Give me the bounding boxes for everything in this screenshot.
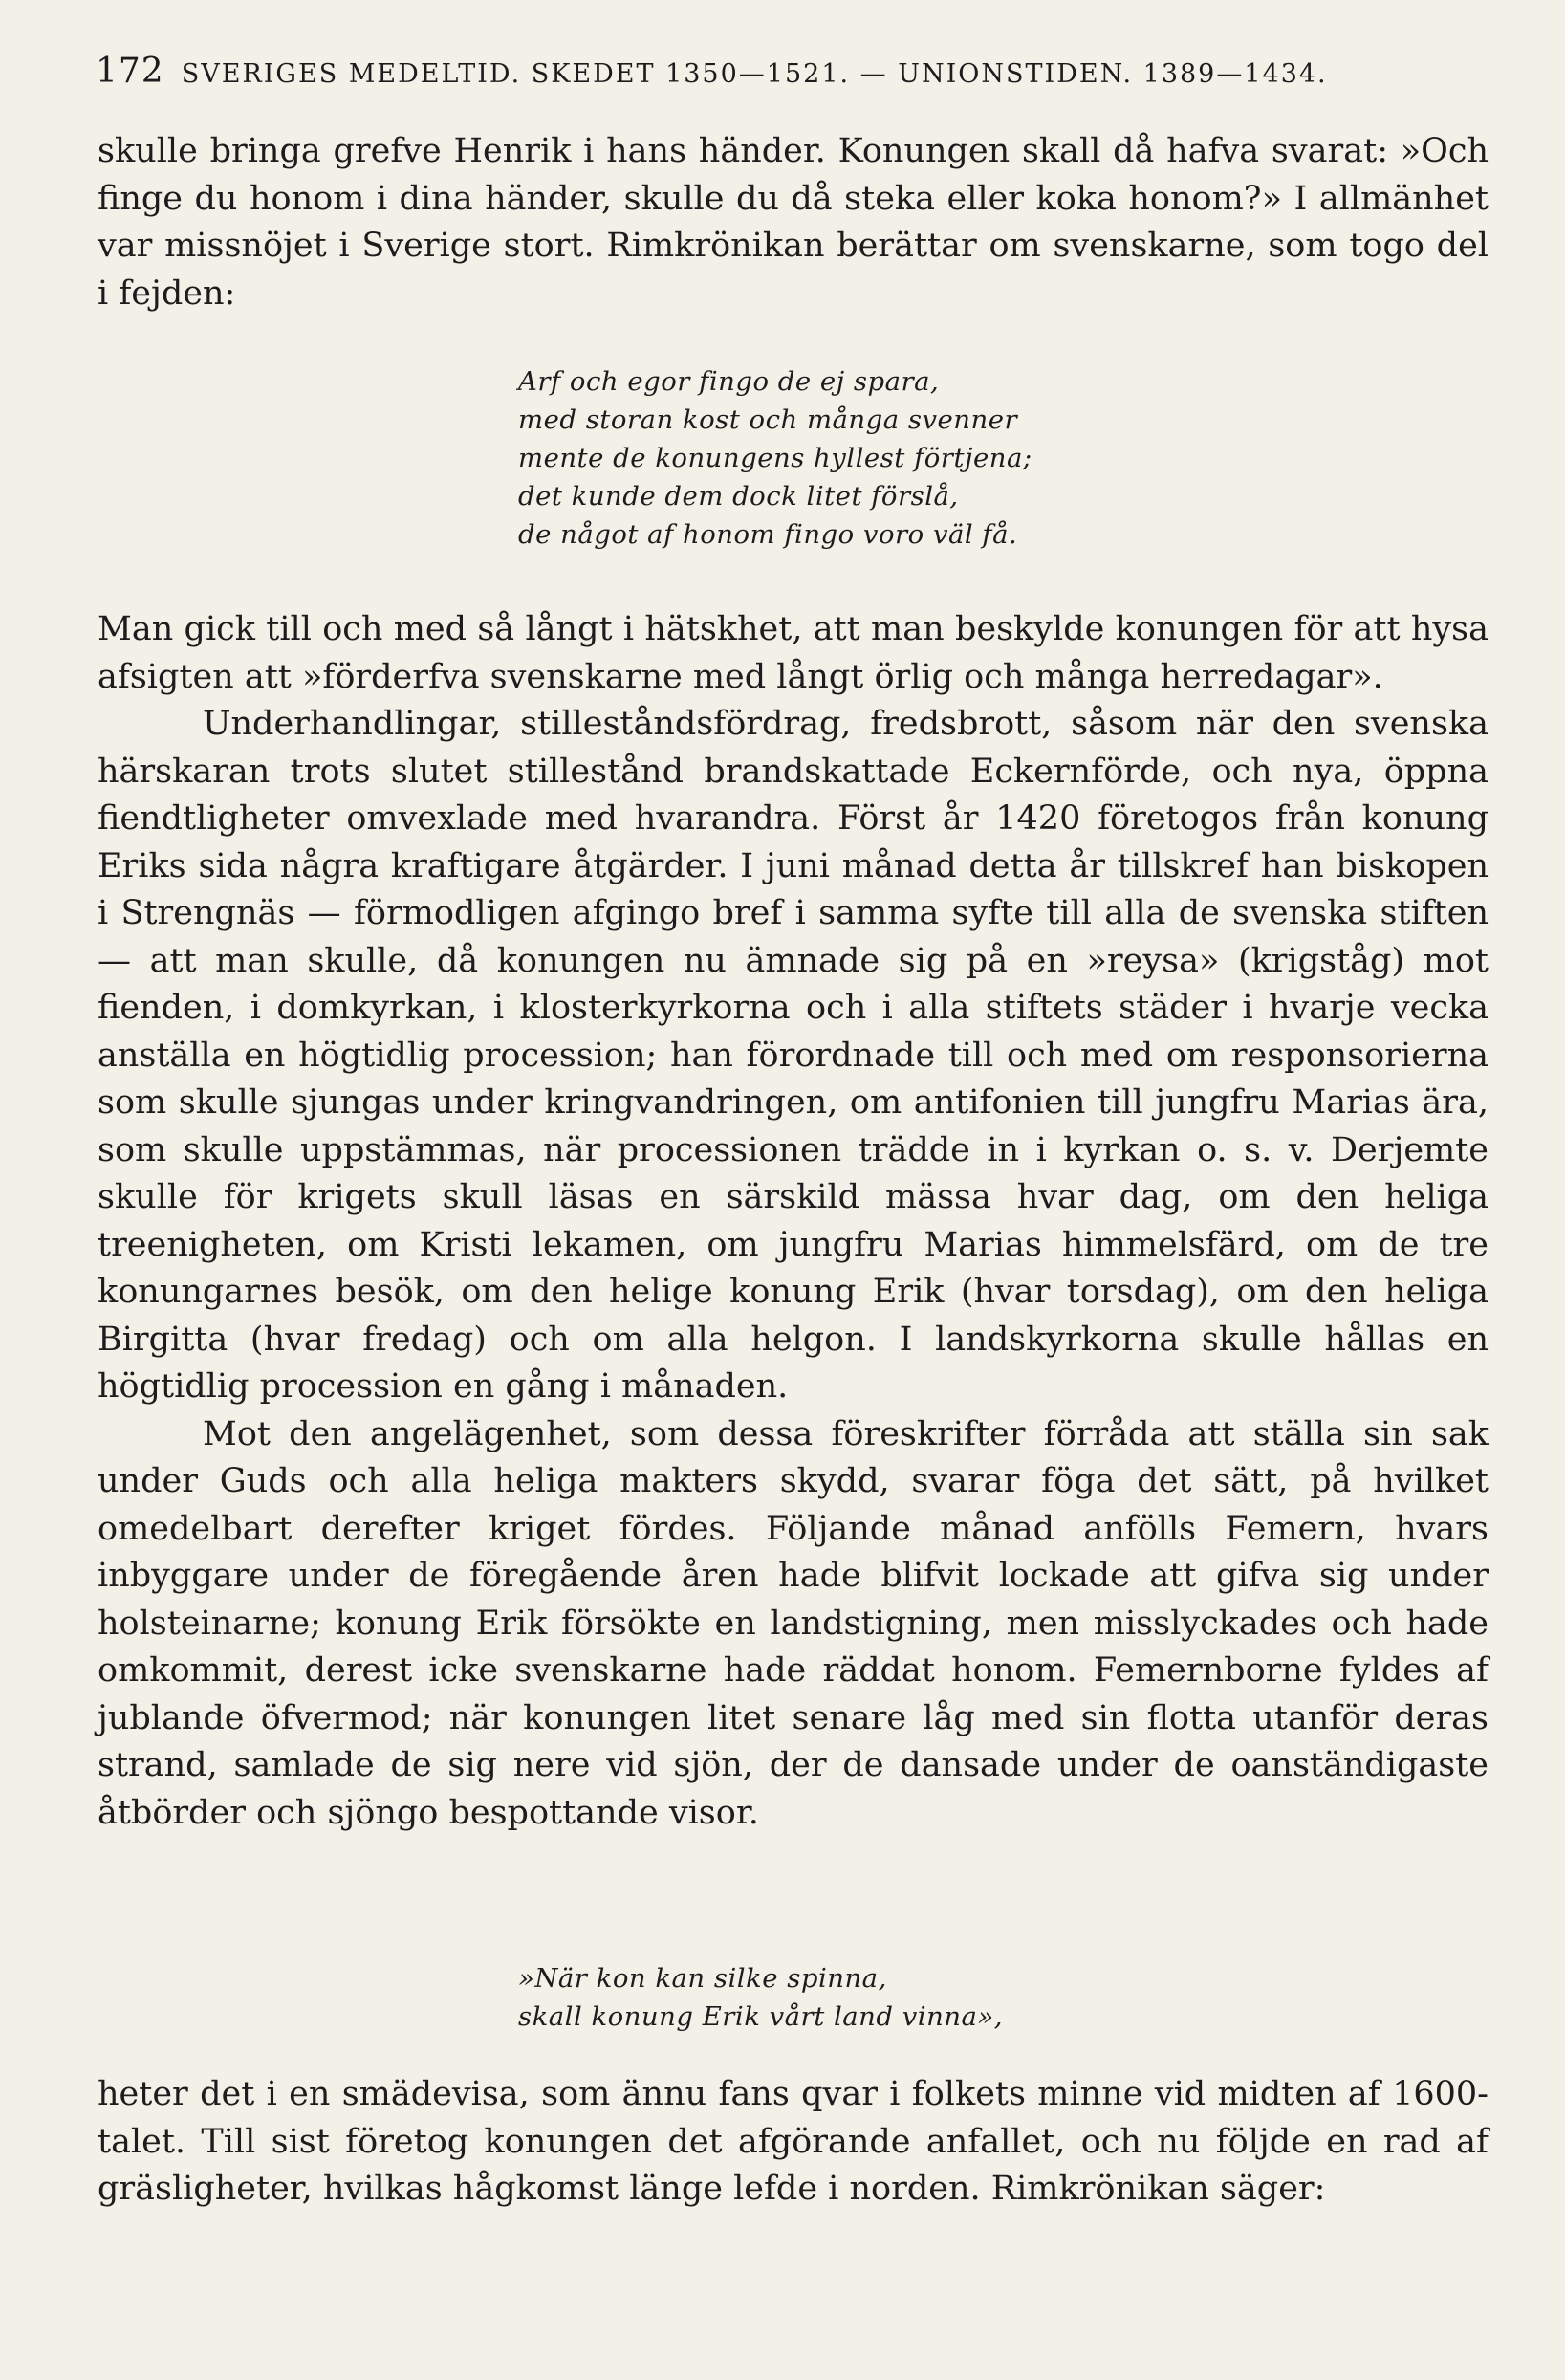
verse-line: »När kon kan silke spinna, [518,1963,887,1994]
paragraph-block-1 [98,128,1489,317]
verse-quote-2 [518,1959,1003,2036]
paragraph: Underhandlingar, stilleståndsfördrag, fredsbrott, såsom när den svenska härskaran trots slutet stillestånd brandskattade Eckernförde, och nya, öppna fiendtligheter omvexlade med hvarandra. Först år 1420 företogos från konung Eriks sida några kraftigare åtgärder. I juni månad detta år tillskref han biskopen i Strengnäs — förmodligen afgingo bref i samma syfte till alla de svenska stiften — att man skulle, då konungen nu ämnade sig på en »reysa» (krigståg) mot fienden, i domkyrkan, i klosterkyrkorna och i alla stiftets städer i hvarje vecka anställa en högtidlig procession; han förordnade till och med om responsorierna som skulle sjungas under kringvandringen, om antifonien till jungfru Marias ära, som skulle uppstämmas, när processionen trädde in i kyrkan o. s. v. Derjemte skulle för krigets skull läsas en särskild mässa hvar dag, om den heliga treenigheten, om Kristi lekamen, om jungfru Marias himmelsfärd, om de tre konungarnes besök, om den helige konung Erik (hvar torsdag), om den heliga Birgitta (hvar fredag) och om alla helgon. I landskyrkorna skulle hållas en högtidlig procession en gång i månaden. [98,705,1489,1406]
running-header [96,52,1472,91]
paragraph-block-3 [98,2071,1489,2214]
running-title: SVERIGES MEDELTID. SKEDET 1350—1521. — UNIONSTIDEN. 1389—1434. [181,59,1328,89]
verse-line: det kunde dem dock litet förslå, [518,481,959,512]
verse-line: med storan kost och många svenner [518,404,1018,435]
verse-line: mente de konungens hyllest förtjena; [518,443,1032,473]
paragraph: Man gick till och med så långt i hätskhet, att man beskylde konungen för att hysa afsigten att »förderfva svenskarne med långt örlig och många herredagar». [98,610,1489,696]
verse-line: de något af honom fingo voro väl få. [518,519,1018,550]
paragraph-block-2 [98,606,1489,1837]
verse-quote-1 [518,362,1032,554]
verse-line: Arf och egor fingo de ej spara, [518,366,940,397]
paragraph: heter det i en smädevisa, som ännu fans qvar i folkets minne vid midten af 1600-talet. Till sist företog konungen det afgörande anfallet, och nu följde en rad af gräsligheter, hvilkas hågkomst länge lefde i norden. Rimkrönikan säger: [98,2075,1489,2208]
page-number: 172 [96,52,164,91]
verse-line: skall konung Erik vårt land vinna», [518,2001,1003,2032]
paragraph: skulle bringa grefve Henrik i hans händer. Konungen skall då hafva svarat: »Och finge du honom i dina händer, skulle du då steka eller koka honom?» I allmänhet var missnöjet i Sverige stort. Rimkrönikan berättar om svenskarne, som togo del i fejden: [98,132,1489,313]
paragraph: Mot den angelägenhet, som dessa föreskrifter förråda att ställa sin sak under Guds och alla heliga makters skydd, svarar föga det sätt, på hvilket omedelbart derefter kriget fördes. Följande månad anfölls Femern, hvars inbyggare under de föregående åren hade blifvit lockade att gifva sig under holsteinarne; konung Erik försökte en landstigning, men misslyckades och hade omkommit, derest icke svenskarne hade räddat honom. Femernborne fyldes af jublande öfvermod; när konungen litet senare låg med sin flotta utanför deras strand, samlade de sig nere vid sjön, der de dansade under de oanständigaste åtbörder och sjöngo bespottande visor. [98,1414,1489,1832]
